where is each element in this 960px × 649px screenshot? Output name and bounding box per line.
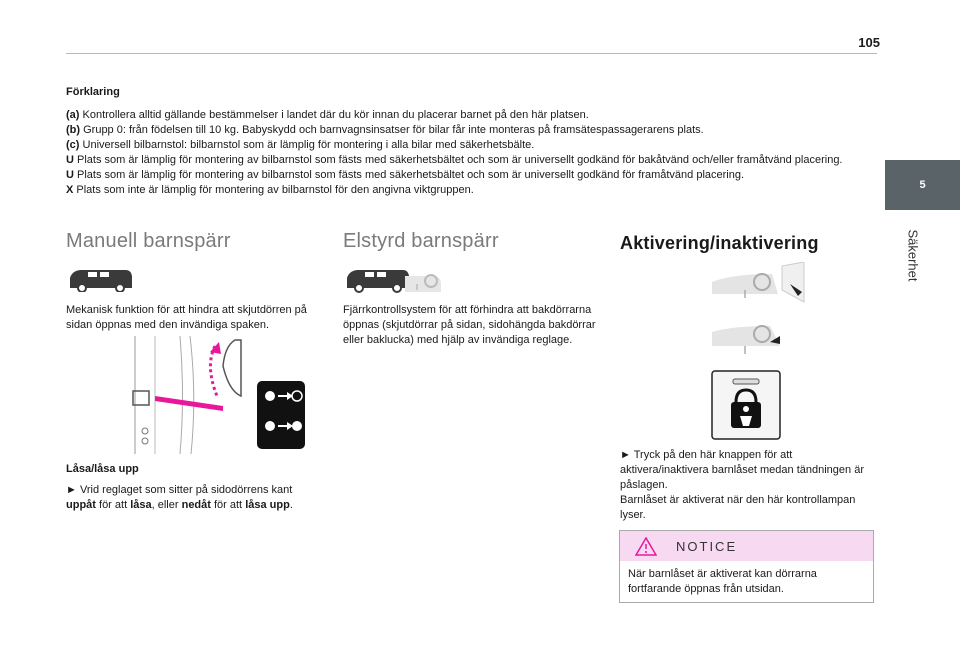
warning-icon — [635, 537, 657, 556]
van-icon — [68, 268, 134, 292]
legend-text: Grupp 0: från födelsen till 10 kg. Babyskydd och barnvagnsinsatser för bilar får inte monteras på framsätespassagerarens plats. — [80, 124, 704, 136]
legend-key: (a) — [66, 109, 80, 121]
lock-subtitle: Låsa/låsa upp — [66, 463, 139, 475]
lock-instruction-text: ► Vrid reglaget som sitter på sidodörrens kant — [66, 484, 293, 496]
notice-box — [619, 530, 874, 603]
chapter-title-text: Säkerhet — [905, 229, 921, 282]
manual-description: Mekanisk funktion för att hindra att skjutdörren på sidan öppnas med den invändiga spaken. — [66, 304, 307, 331]
legend-key: U — [66, 154, 74, 166]
lock-instruction-text: . — [289, 499, 293, 511]
legend-title: Förklaring — [66, 86, 120, 98]
legend-text: Kontrollera alltid gällande bestämmelser i landet där du kör innan du placerar barnet på den här platsen. — [79, 109, 589, 121]
legend-item — [66, 153, 866, 168]
child-lock-button[interactable] — [711, 370, 781, 440]
van-remote-icon — [345, 268, 445, 294]
lock-instruction — [66, 483, 321, 513]
legend-key: (c) — [66, 139, 80, 151]
legend-item — [66, 108, 866, 123]
legend-key: U — [66, 169, 74, 181]
legend-item — [66, 183, 866, 198]
lock-instruction-unlock: låsa upp — [245, 499, 290, 511]
lock-instruction-lock: låsa — [130, 499, 152, 511]
lock-instruction-text: för att — [210, 499, 246, 511]
legend-list — [66, 108, 866, 198]
legend-text: Plats som är lämplig för montering av bilbarnstol som fästs med säkerhetsbältet och som är universellt godkänd för bakåtvänd och/eller framåtvänd placering. — [73, 154, 843, 166]
section-title-activation: Aktivering/inaktivering — [620, 233, 819, 253]
legend-item — [66, 123, 866, 138]
activation-note: Barnlåset är aktiverat när den här kontrollampan lyser. — [620, 494, 856, 521]
chapter-tab[interactable]: 5 — [885, 160, 960, 210]
dashboard-icon — [712, 320, 784, 358]
section-title-electric: Elstyrd barnspärr — [343, 230, 499, 252]
legend-key: (b) — [66, 124, 81, 136]
lock-instruction-text: för att — [95, 499, 131, 511]
lock-instruction-up: uppåt — [66, 499, 96, 511]
legend-text: Plats som inte är lämplig för montering av bilbarnstol för den angivna viktgruppen. — [73, 184, 474, 196]
legend-text: Universell bilbarnstol: bilbarnstol som är lämplig för montering i alla bilar med säkerhetsbälte. — [79, 139, 535, 151]
door-lock-illustration — [125, 336, 310, 454]
notice-header — [620, 531, 873, 561]
page-number: 105 — [858, 35, 880, 50]
lock-instruction-down: nedåt — [181, 499, 211, 511]
dashboard-door-icon — [712, 262, 807, 304]
section-title-manual: Manuell barnspärr — [66, 230, 231, 252]
legend-item — [66, 168, 866, 183]
notice-label: NOTICE — [676, 539, 738, 554]
notice-text: När barnlåset är aktiverat kan dörrarna fortfarande öppnas från utsidan. — [628, 568, 817, 595]
activation-step: ► Tryck på den här knappen för att aktivera/inaktivera barnlåset medan tändningen är påslagen. — [620, 449, 864, 491]
chapter-title — [903, 218, 923, 298]
activation-instruction — [620, 448, 872, 523]
legend-item — [66, 138, 866, 153]
legend-text: Plats som är lämplig för montering av bilbarnstol som fästs med säkerhetsbältet och som är universellt godkänd för framåtvänd placering. — [73, 169, 745, 181]
lock-instruction-text: , eller — [151, 499, 182, 511]
header-rule — [66, 53, 877, 54]
electric-description: Fjärrkontrollsystem för att förhindra att bakdörrarna öppnas (skjutdörrar på sidan, sidohängda bakdörrar eller baklucka) med hjälp av invändiga reglage. — [343, 304, 596, 346]
legend-key: X — [66, 184, 74, 196]
